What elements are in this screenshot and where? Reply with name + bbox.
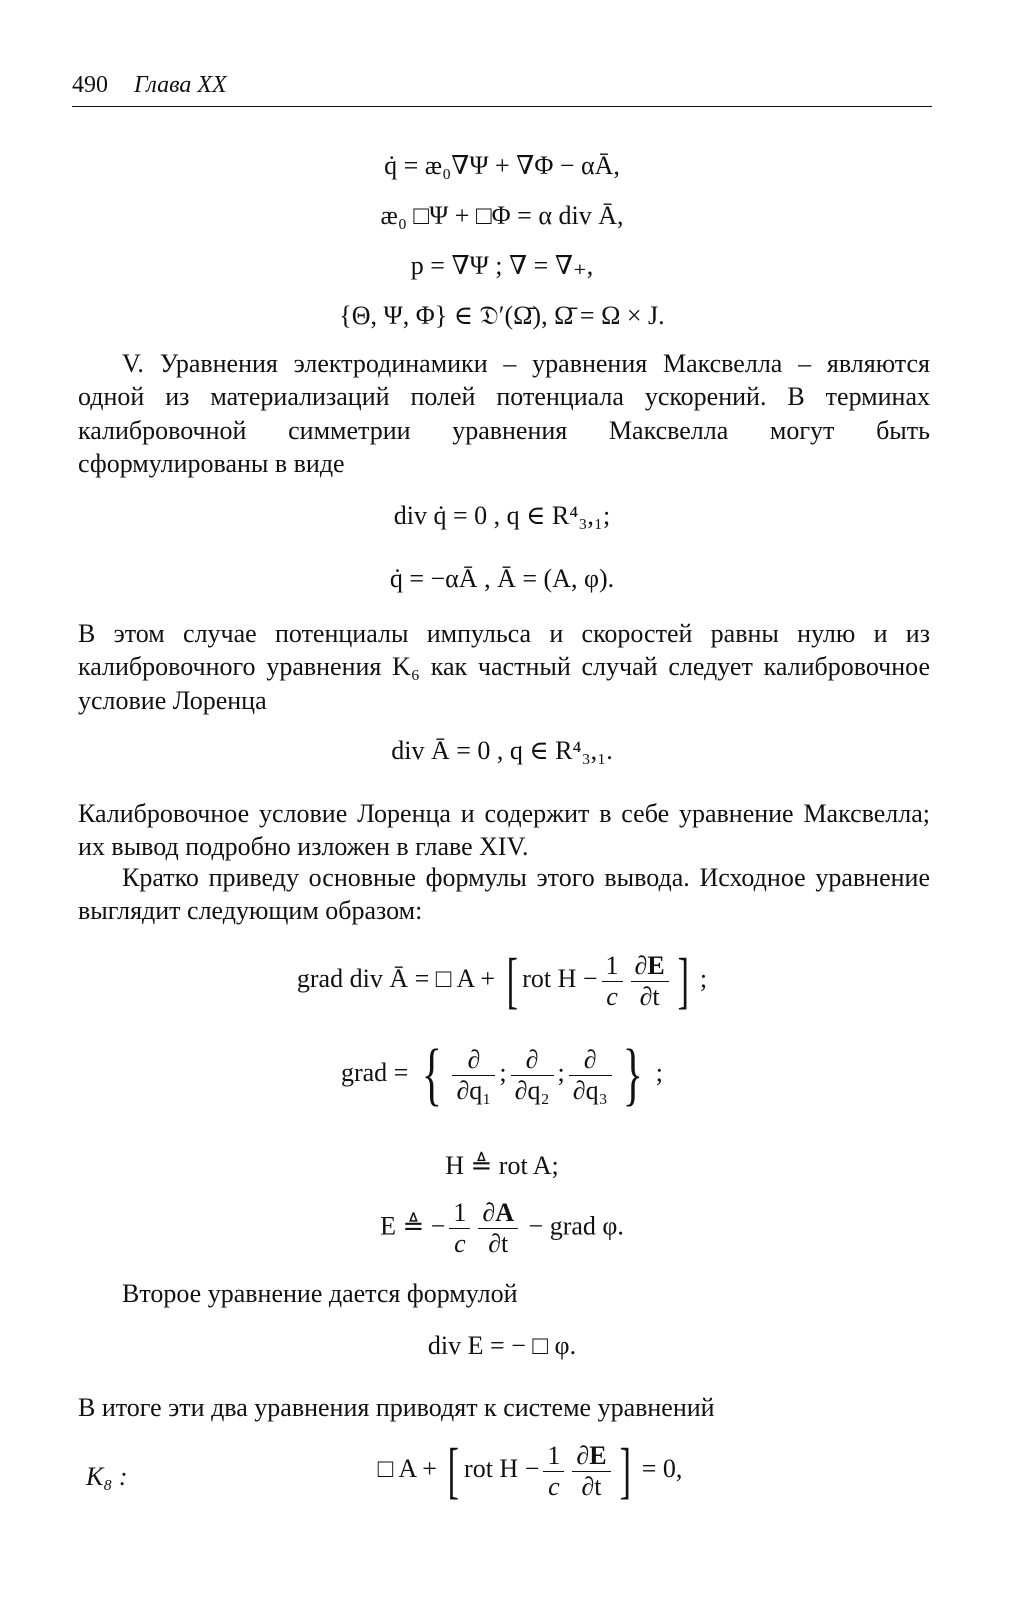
paragraph-brief-derivation: Кратко приведу основные формулы этого вывода. Исходное уравнение выглядит следующим образом: (78, 863, 930, 926)
k8-inner: rot H − (464, 1453, 540, 1483)
equation-div-e: div E = − □ φ. (427, 1331, 577, 1360)
separator-1: ; (499, 1057, 507, 1087)
fraction-dE-dt: $\frac{\partial E}{\partial t}$ (631, 951, 669, 1012)
paragraph-potentials: В этом случае потенциалы импульса и скоростей равны нулю и из калибровочного уравнения K₆ как частный случай следует калибровочное условие Лоренца (78, 619, 930, 715)
fraction-one-over-c: $\frac{1}{c}$ (602, 951, 623, 1012)
grad-div-inner: rot H − (522, 963, 598, 993)
equation-lorentz-gauge: div Ā = 0 , q ∈ R⁴₃,₁. (391, 736, 613, 765)
e-field-tail: − grad φ. (528, 1211, 624, 1241)
paragraph-maxwell-intro: V. Уравнения электродинамики – уравнения Максвелла – являются одной из материализаций полей потенциала ускорений. В терминах калибровочной симметрии уравнения Максвелла могут быть сформулированы в виде (78, 349, 930, 479)
k8-tail: = 0, (641, 1453, 683, 1483)
equation-p-nabla: p = ∇Ψ ; ∇ = ∇₊, (410, 251, 594, 280)
page-number: 490 (72, 72, 108, 98)
equation-q-dot-alpha: q̇ = −αĀ , Ā = (A, φ). (389, 564, 615, 593)
equation-h-rot-a: H ≜ rot A; (445, 1151, 559, 1180)
grad-def-tail: ; (655, 1057, 664, 1087)
fraction-d-dq1: $\frac{\partial}{\text{∂q₁}}$ (452, 1045, 495, 1106)
k8-left-bracket: [ (448, 1437, 460, 1505)
equation-domain: {Θ, Ψ, Φ} ∈ 𝔇′(Ω̄), Ω̄ = Ω × J. (339, 301, 665, 330)
equation-q-dot-gauge: q̇ = æ₀∇Ψ + ∇Φ − αĀ, (384, 151, 620, 180)
paragraph-result-system: В итоге эти два уравнения приводят к системе уравнений (78, 1393, 715, 1422)
chapter-title: Глава XX (134, 72, 227, 98)
left-brace: { (421, 1036, 442, 1113)
grad-def-lhs: grad = (340, 1057, 409, 1087)
equation-grad-definition (72, 1036, 932, 1113)
equation-label-k8: K₈ : (86, 1462, 128, 1491)
equation-k8 (100, 1437, 960, 1505)
right-brace: } (622, 1036, 643, 1113)
fraction-d-dq2: $\frac{\partial}{\text{∂q₂}}$ (511, 1045, 554, 1106)
k8-right-bracket: ] (619, 1437, 631, 1505)
fraction-d-dq3: $\frac{\partial}{\text{∂q₃}}$ (569, 1045, 612, 1106)
paragraph-lorentz-condition: Калибровочное условие Лоренца и содержит в себе уравнение Максвелла; их вывод подробно изложен в главе XIV. (78, 799, 930, 862)
equation-grad-div (72, 947, 932, 1015)
left-bracket: [ (506, 947, 518, 1015)
fraction-one-over-c-e: $\frac{1}{c}$ (449, 1198, 470, 1259)
separator-2: ; (557, 1057, 565, 1087)
equation-div-q-dot: div q̇ = 0 , q ∈ R⁴₃,₁; (393, 501, 611, 530)
k8-fraction-one-over-c: $\frac{1}{c}$ (543, 1441, 564, 1502)
fraction-dA-dt: $\frac{\partial A}{\partial t}$ (478, 1198, 518, 1259)
paragraph-second-equation: Второе уравнение дается формулой (122, 1279, 518, 1308)
e-field-lhs: E ≜ − (380, 1211, 446, 1241)
page-header (72, 70, 932, 107)
equation-e-field (72, 1198, 932, 1259)
grad-div-tail: ; (699, 963, 708, 993)
k8-fraction-dE-dt: $\frac{\partial E}{\partial t}$ (572, 1441, 610, 1502)
right-bracket: ] (677, 947, 689, 1015)
grad-div-lhs: grad div Ā = □ A + (296, 963, 496, 993)
equation-box-psi: æ₀ □Ψ + □Φ = α div Ā, (380, 201, 624, 230)
k8-lhs: □ A + (377, 1453, 437, 1483)
